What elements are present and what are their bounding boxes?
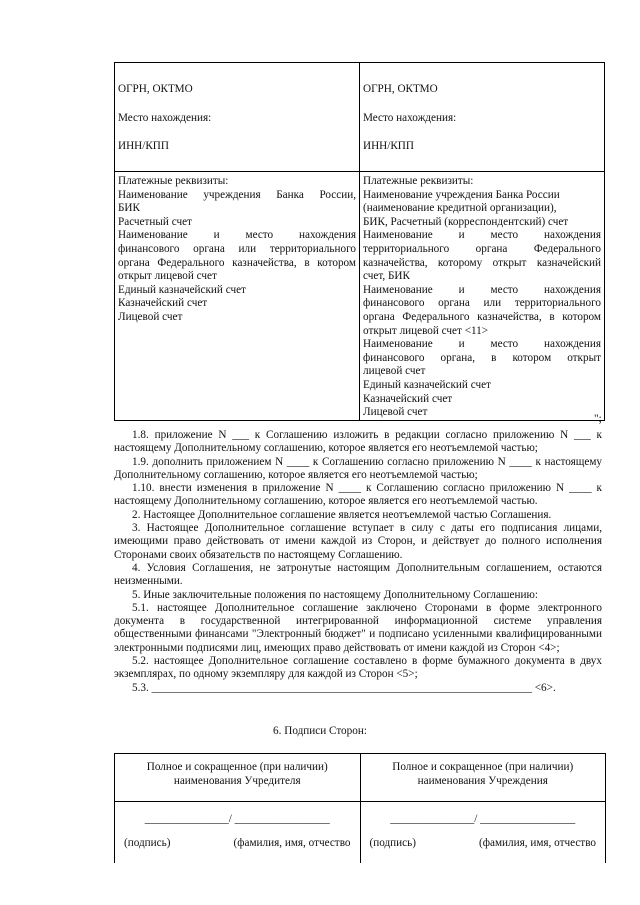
institution-payment-line: Единый казначейский счет — [363, 378, 491, 391]
payment-requisites-row — [115, 172, 605, 421]
founder-sign-label: (подпись) — [124, 837, 171, 849]
founder-requisites-cell — [115, 63, 360, 172]
institution-payment-line: Казначейский счет — [363, 392, 453, 405]
founder-inn: ИНН/КПП — [118, 140, 169, 153]
founder-payment-line: Платежные реквизиты: — [118, 175, 229, 187]
founder-signature-line: _______________/ _________________ — [144, 813, 330, 825]
institution-payment-line: территориального органа Федерального — [363, 242, 601, 255]
signatures-table — [114, 753, 606, 863]
institution-payment-line: (наименование кредитной организации), — [363, 202, 557, 215]
founder-payment-line: открыт лицевой счет — [118, 270, 217, 283]
paragraph: 1.10. внести изменения в приложение N ____ к Соглашению согласно приложению N ____ к настоящему Дополнительному соглашению, которое является его неотъемлемой частью. — [114, 482, 602, 508]
institution-payment-cell — [360, 172, 605, 421]
institution-signature-cell — [360, 802, 606, 864]
paragraph: 5.1. настоящее Дополнительное соглашение заключено Сторонами в форме электронного документа в государственной интегрированной информационной системе управления общественными финансами "Электронный бюджет" и подписано усиленными квалифицированными электронными подписями лиц, имеющих право действовать от имени каждой из Сторон <4>; — [114, 601, 602, 654]
institution-payment-line: Наименование и место нахождения — [363, 338, 601, 351]
paragraph: 4. Условия Соглашения, не затронутые настоящим Дополнительным соглашением, остаются неизменными. — [114, 561, 602, 588]
institution-payment-line: БИК, Расчетный (корреспондентский) счет — [363, 215, 569, 228]
founder-payment-line: Лицевой счет — [118, 310, 183, 323]
institution-signature-line: _______________/ _________________ — [390, 813, 576, 825]
institution-payment-line: финансового органа или территориального — [363, 297, 601, 310]
institution-signature-labels — [362, 836, 605, 850]
founder-payment-line: Казначейский счет — [118, 297, 208, 310]
closing-quote: "; — [594, 413, 602, 425]
institution-payment-line: Наименование учреждения Банка России — [363, 188, 560, 201]
founder-ogrn: ОГРН, ОКТМО — [118, 83, 193, 95]
founder-name-label: (фамилия, имя, отчество — [233, 837, 351, 849]
agreement-body — [114, 429, 602, 695]
institution-payment-line: Платежные реквизиты: — [363, 175, 474, 187]
institution-payment-line: счет, БИК — [363, 270, 410, 283]
paragraph: 5.2. настоящее Дополнительное соглашение составлено в форме бумажного документа в двух экземплярах, по одному экземпляру для каждой из Сторон <5>; — [114, 655, 602, 681]
signatures-title: 6. Подписи Сторон: — [273, 725, 367, 737]
institution-payment-line: финансового органа, в котором открыт — [363, 351, 601, 364]
founder-payment-line: органа Федерального казначейства, в котором — [118, 256, 356, 269]
institution-sign-label: (подпись) — [369, 837, 416, 849]
institution-name-header: Полное и сокращенное (при наличии) наименования Учреждения — [360, 754, 606, 802]
institution-ogrn: ОГРН, ОКТМО — [363, 83, 438, 95]
founder-payment-line: Наименование и место нахождения — [118, 229, 356, 242]
founder-payment-line: Наименование учреждения Банка России, — [118, 188, 356, 201]
institution-payment-line: казначейства, которому открыт казначейский — [363, 256, 601, 269]
institution-payment-line: Лицевой счет — [363, 406, 428, 419]
institution-inn: ИНН/КПП — [363, 140, 414, 153]
paragraph: 3. Настоящее Дополнительное соглашение вступает в силу с даты его подписания лицами, имеющими право действовать от имени каждой из Сторон, и действует до полного исполнения Сторонами своих обязательств по настоящему Соглашению. — [114, 522, 602, 561]
institution-payment-line: лицевой счет — [363, 365, 426, 378]
institution-payment-line: открыт лицевой счет <11> — [363, 324, 489, 337]
requisites-top-row — [115, 63, 605, 172]
founder-payment-line: Единый казначейский счет — [118, 283, 246, 296]
signatures-header-row — [115, 754, 606, 802]
requisites-table — [114, 62, 605, 421]
institution-name-label: (фамилия, имя, отчество — [479, 837, 596, 849]
institution-payment-line: Наименование и место нахождения — [363, 229, 601, 242]
founder-payment-line: БИК — [118, 202, 140, 215]
founder-name-header: Полное и сокращенное (при наличии) наименования Учредителя — [115, 754, 361, 802]
institution-location: Место нахождения: — [363, 111, 457, 124]
paragraph: 5.3. ____________________________________________________________________ <6>. — [132, 681, 556, 694]
institution-payment-line: органа Федерального казначейства, в котором — [363, 310, 601, 323]
founder-signature-cell — [115, 802, 361, 864]
founder-payment-line: финансового органа или территориального — [118, 242, 356, 255]
founder-payment-line: Расчетный счет — [118, 215, 192, 228]
paragraph: 1.9. дополнить приложением N ____ к Соглашению согласно приложению N ____ к настоящему Дополнительному соглашению, которое является его неотъемлемой частью; — [114, 455, 602, 481]
institution-requisites-cell — [360, 63, 605, 172]
founder-location: Место нахождения: — [118, 111, 212, 124]
founder-payment-cell — [115, 172, 360, 421]
paragraph: 5. Иные заключительные положения по настоящему Дополнительному Соглашению: — [132, 588, 538, 601]
signatures-row — [115, 802, 606, 864]
paragraph: 2. Настоящее Дополнительное соглашение является неотъемлемой частью Соглашения. — [132, 508, 552, 521]
paragraph: 1.8. приложение N ___ к Соглашению изложить в редакции согласно приложению N ___ к настоящему Дополнительному соглашению, которое является его неотъемлемой частью; — [114, 429, 602, 455]
founder-signature-labels — [116, 836, 359, 850]
institution-payment-line: Наименование и место нахождения — [363, 283, 601, 296]
